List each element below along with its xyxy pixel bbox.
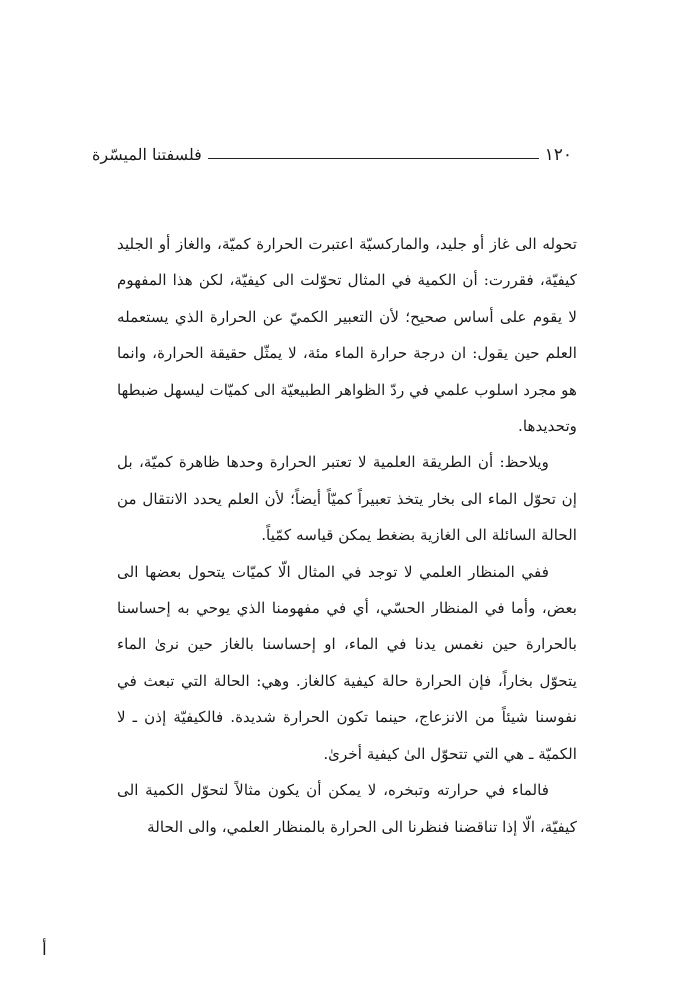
paragraph: تحوله الى غاز أو جليد، والماركسيّة اعتبرت الحرارة كميّة، والغاز أو الجليد كيفيّة، فقررت: أن الكمية في المثال تحوّلت الى كيفيّة، لكن هذا المفهوم لا يقوم على أساس صحيح؛ لأن التعبير الكميّ عن الحرارة الذي يستعمله العلم حين يقول: ان درجة حرارة الماء مئة، لا يمثّل حقيقة الحرارة، وانما هو مجرد اسلوب علمي في ردّ الظواهر الطبيعيّة الى كميّات ليسهل ضبطها وتحديدها. [117,235,577,436]
paragraph: ففي المنظار العلمي لا توجد في المثال الّا كميّات يتحول بعضها الى بعض، وأما في المنظار الحسّي، أي في مفهومنا الذي يوحي به إحساسنا بالحرارة حين نغمس يدنا في الماء، او إحساسنا بالغاز حين نرىٰ الماء يتحوّل بخاراً، فإن الحرارة حالة كيفية كالغاز. وهي: الحالة التي تبعث في نفوسنا شيئاً من الانزعاج، حينما تكون الحرارة شديدة. فالكيفيّة إذن ـ لا الكميّة ـ هي التي تتحوّل الىٰ كيفية أخرىٰ. [117,562,577,763]
paragraph: ويلاحظ: أن الطريقة العلمية لا تعتبر الحرارة وحدها ظاهرة كميّة، بل إن تحوّل الماء الى بخار يتخذ تعبيراً كميّاً أيضاً؛ لأن العلم يحدد الانتقال من الحالة السائلة الى الغازية بضغط يمكن قياسه كمّياً. [117,453,577,545]
page-number: ١٢٠ [544,145,572,165]
book-title: فلسفتنا الميسّرة [92,145,202,164]
paragraph: فالماء في حرارته وتبخره، لا يمكن أن يكون مثالاً لتحوّل الكمية الى كيفيّة، الّا إذا تناقضنا فنظرنا الى الحرارة بالمنظار العلمي، والى الحالة [117,781,577,836]
signature-mark: أ [42,940,47,960]
running-header [92,142,572,168]
body-text [117,226,577,845]
header-rule [208,158,539,159]
